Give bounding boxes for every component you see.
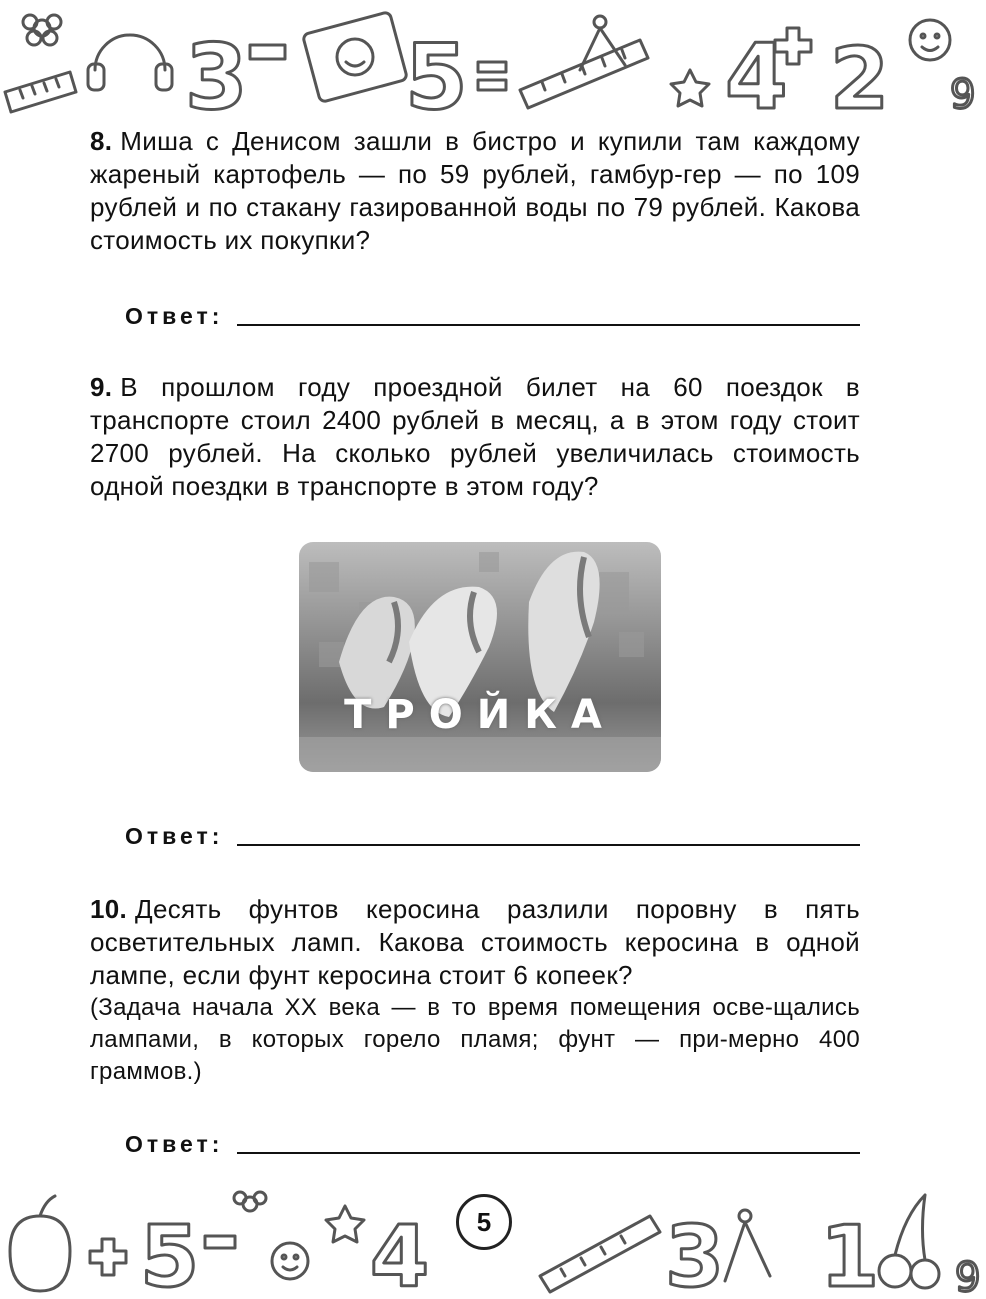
troika-card-image (299, 542, 661, 772)
answer-label: Ответ: (125, 303, 224, 329)
smiley-face-icon (910, 20, 950, 60)
page-number: 5 (456, 1194, 512, 1250)
digit-glyph: 4 (370, 1208, 430, 1299)
task-number: 10. (90, 894, 128, 924)
task-8 (90, 125, 860, 257)
answer-field-9[interactable] (125, 812, 860, 852)
ruler-icon (540, 1216, 660, 1292)
digit-glyph: 3 (665, 1208, 725, 1299)
digit-glyph: 5 (140, 1208, 200, 1299)
digit-glyph: 2 (830, 30, 890, 125)
task-number: 9. (90, 372, 113, 402)
answer-field-8[interactable] (125, 292, 860, 332)
answer-line[interactable] (237, 844, 860, 846)
flower-icon (234, 1192, 266, 1211)
banknote-icon (302, 12, 407, 103)
digit-glyph: 4 (725, 25, 788, 125)
minus-glyph (205, 1236, 235, 1248)
task-body: Десять фунтов керосина разлили поровну в пять осветительных ламп. Какова стоимость керосина в одной лампе, если фунт керосина стоит 6 копеек? (90, 894, 860, 990)
equals-glyph (478, 62, 506, 90)
minus-glyph (250, 45, 285, 59)
task-note: (Задача начала XX века — в то время помещения осве-щались лампами, в которых горело пламя; фунт — при-мерно 400 граммов.) (90, 994, 860, 1085)
task-body: Миша с Денисом зашли в бистро и купили там каждому жареный картофель — по 59 рублей, гамбур-гер — по 109 рублей и по стакану газированной воды по 79 рублей. Какова стоимость их покупки? (90, 126, 860, 255)
answer-label: Ответ: (125, 1131, 224, 1157)
card-title: ТРОЙКА (344, 692, 616, 738)
task-9 (90, 371, 860, 503)
digit-glyph: 5 (405, 25, 468, 125)
task-text (90, 125, 860, 257)
smiley-face-icon (272, 1243, 308, 1279)
answer-label: Ответ: (125, 823, 224, 849)
compass-icon (725, 1210, 770, 1281)
ruler-icon (520, 40, 648, 108)
answer-line[interactable] (237, 1152, 860, 1154)
answer-line[interactable] (237, 324, 860, 326)
header-doodle-border (0, 0, 986, 125)
digit-glyph: 3 (185, 25, 248, 125)
headphones-icon (88, 35, 172, 90)
flower-icon (23, 15, 61, 45)
plus-glyph (90, 1239, 126, 1275)
star-icon (671, 70, 709, 106)
ruler-icon (5, 72, 76, 112)
cherries-icon (879, 1195, 939, 1288)
digit-glyph: 9 (955, 1255, 981, 1299)
star-icon (326, 1206, 364, 1242)
task-text (90, 893, 860, 992)
digit-glyph: 1 (820, 1208, 880, 1299)
task-text (90, 371, 860, 503)
task-body: В прошлом году проездной билет на 60 поездок в транспорте стоил 2400 рублей в месяц, а в этом году стоит 2700 рублей. На сколько рублей увеличилась стоимость одной поездки в транспорте в этом году? (90, 372, 860, 501)
digit-glyph: 9 (950, 72, 976, 118)
apple-icon (10, 1196, 70, 1291)
task-number: 8. (90, 126, 113, 156)
answer-field-10[interactable] (125, 1120, 860, 1160)
task-10 (90, 893, 860, 1088)
